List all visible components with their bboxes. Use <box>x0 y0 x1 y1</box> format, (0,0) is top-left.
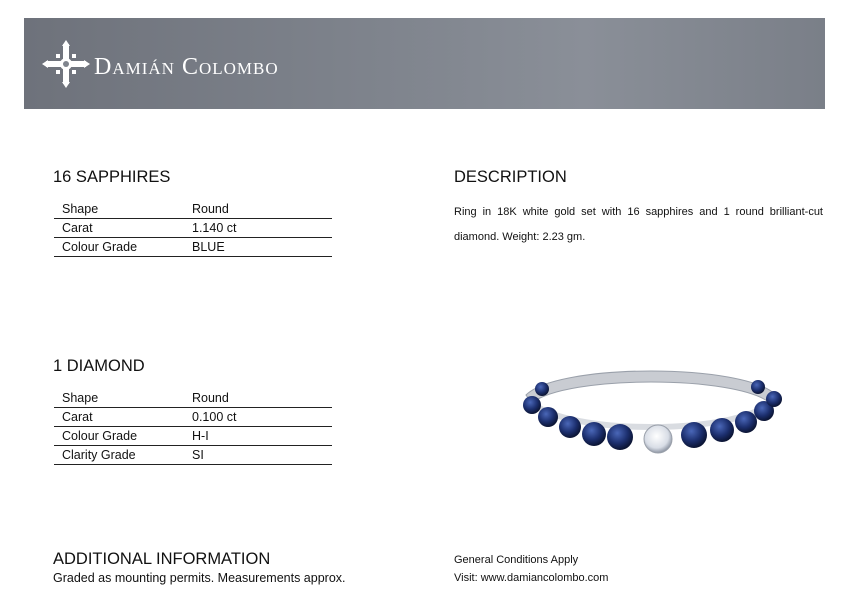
table-row <box>54 446 332 465</box>
diamond-spec-table <box>54 389 332 465</box>
spec-value: 1.140 ct <box>184 219 332 238</box>
website-link[interactable]: Visit: www.damiancolombo.com <box>454 572 609 584</box>
spec-value: H-I <box>184 427 332 446</box>
table-row <box>54 238 332 257</box>
spec-label: Clarity Grade <box>54 446 184 465</box>
spec-label: Shape <box>54 200 184 219</box>
description-text: Ring in 18K white gold set with 16 sapphires and 1 round brilliant-cut diamond. Weight: 2.23 gm. <box>454 206 823 243</box>
table-row <box>54 408 332 427</box>
cross-emblem-icon <box>42 40 90 88</box>
brand-name: Damián Colombo <box>94 54 279 80</box>
spec-value: BLUE <box>184 238 332 257</box>
spec-value: Round <box>184 200 332 219</box>
spec-value: Round <box>184 389 332 408</box>
header-banner <box>24 18 825 109</box>
spec-value: SI <box>184 446 332 465</box>
spec-label: Colour Grade <box>54 238 184 257</box>
ring-photo <box>518 357 784 463</box>
description-title: DESCRIPTION <box>454 168 567 186</box>
spec-label: Colour Grade <box>54 427 184 446</box>
table-row <box>54 389 332 408</box>
additional-info-text: Graded as mounting permits. Measurements approx. <box>53 571 346 585</box>
table-row <box>54 200 332 219</box>
diamond-title: 1 DIAMOND <box>53 357 145 375</box>
general-conditions: General Conditions Apply <box>454 554 579 566</box>
sapphires-spec-table <box>54 200 332 257</box>
sapphires-title: 16 SAPPHIRES <box>53 168 171 186</box>
spec-label: Carat <box>54 219 184 238</box>
table-row <box>54 427 332 446</box>
table-row <box>54 219 332 238</box>
additional-info-title: ADDITIONAL INFORMATION <box>53 550 271 568</box>
spec-label: Shape <box>54 389 184 408</box>
spec-label: Carat <box>54 408 184 427</box>
spec-value: 0.100 ct <box>184 408 332 427</box>
